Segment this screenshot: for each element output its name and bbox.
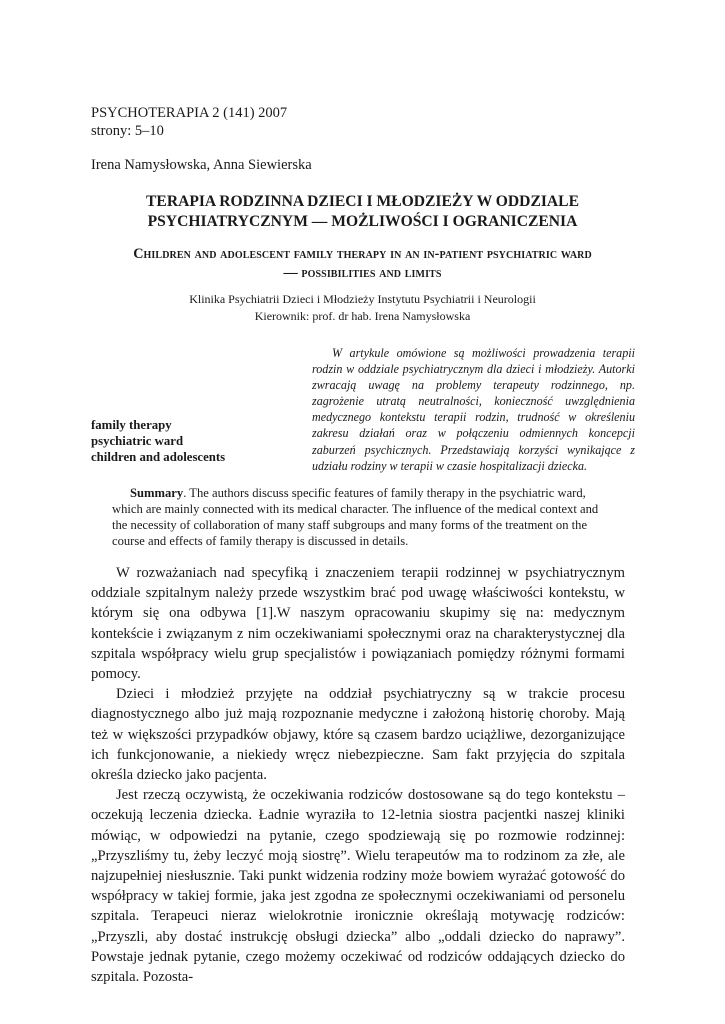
title-polish-line1: TERAPIA RODZINNA DZIECI I MŁODZIEŻY W ODDZIALE: [146, 193, 579, 210]
abstract-polish: [312, 345, 635, 474]
affiliation-institution: Klinika Psychiatrii Dzieci i Młodzieży Instytutu Psychiatrii i Neurologii: [189, 292, 536, 306]
paragraph: Jest rzeczą oczywistą, że oczekiwania rodziców dostosowane są do tego kontekstu – oczekują leczenia dziecka. Ładnie wyraziła to 12-letnia siostra pacjentki naszej kliniki mówiąc, w odpowiedzi na pytanie, czego spodziewają się po rozmowie rodzinnej: „Przyszliśmy tu, żeby leczyć moją siostrę”. Wielu terapeutów ma to rodzinom za złe, ale najzupełniej niesłusznie. Taki punkt widzenia rodziny może bowiem wyrażać gotowość do współpracy w takiej formie, jaka jest zgodna ze społecznymi oczekiwaniami od personelu szpitala. Terapeuci nieraz wielokrotnie ironicznie określają motywację rodziców: „Przyszli, aby dostać instrukcję obsługi dziecka” albo „oddali dziecko do naprawy”. Powstaje jednak pytanie, czego możemy oczekiwać od rodziców oddających dziecko do szpitala. Pozosta-: [91, 787, 625, 986]
summary-english: [112, 485, 612, 549]
paragraph: Dzieci i młodzież przyjęte na oddział psychiatryczny są w trakcie procesu diagnostycznego albo już mają rozpoznanie medyczne i założoną historię choroby. Mają też w większości przypadków objawy, które są czasem bardzo uciążliwe, dezorganizujące ich funkcjonowanie, a niekiedy wręcz niebezpieczne. Sam fakt przyjęcia do szpitala określa dziecko jako pacjenta.: [91, 686, 625, 784]
title-english-line1: Children and adolescent family therapy in an in-patient psychiatric ward: [133, 246, 592, 262]
affiliation-head: Kierownik: prof. dr hab. Irena Namysłowska: [254, 309, 471, 323]
title-polish-line2: PSYCHIATRYCZNYM — MOŻLIWOŚCI I OGRANICZENIA: [147, 213, 578, 230]
body-text: [91, 563, 625, 987]
keywords: [91, 417, 225, 465]
journal-header: [91, 104, 287, 140]
page-range: strony: 5–10: [91, 123, 164, 139]
paragraph: W rozważaniach nad specyfiką i znaczeniem terapii rodzinnej w psychiatrycznym oddziale szpitalnym należy przede wszystkim brać pod uwagę właściwości kontekstu, w którym się ona odbywa [1].W naszym opracowaniu skupimy się na: medycznym kontekście i związanym z nim oczekiwaniami społecznymi oraz na charakterystycznej dla szpitala współpracy wielu grup specjalistów i powiązaniach pomiędzy różnymi formami pomocy.: [91, 565, 625, 683]
title-english: [60, 245, 665, 283]
title-english-line2: — possibilities and limits: [283, 265, 442, 281]
journal-citation: PSYCHOTERAPIA 2 (141) 2007: [91, 105, 288, 121]
summary-text: . The authors discuss specific features of family therapy in the psychiatric ward, which are mainly connected with its medical character. The influence of the medical context and the necessity of collaboration of many staff subgroups and many forms of the treatment on the course and effects of family therapy is discussed in details.: [112, 486, 599, 548]
keyword: psychiatric ward: [91, 434, 184, 448]
authors: Irena Namysłowska, Anna Siewierska: [91, 157, 312, 173]
title-polish: [60, 192, 665, 232]
keyword: children and adolescents: [91, 450, 226, 464]
abstract-polish-text: W artykule omówione są możliwości prowadzenia terapii rodzin w oddziale psychiatrycznym dla dzieci i młodzieży. Autorki zwracają uwagę na problemy terapeuty rodzinnego, np. zagrożenie utratą neutralności, konieczność uwzględnienia medycznego kontekstu terapii rodzin, trudność w określeniu zakresu działań oraz w połączeniu odmiennych koncepcji zaburzeń psychicznych. Przedstawiają korzyści wynikające z udziału rodziny w terapii w czasie hospitalizacji dziecka.: [312, 346, 635, 473]
summary-label: Summary: [130, 486, 184, 500]
keyword: family therapy: [91, 418, 172, 432]
affiliation: [60, 291, 665, 325]
